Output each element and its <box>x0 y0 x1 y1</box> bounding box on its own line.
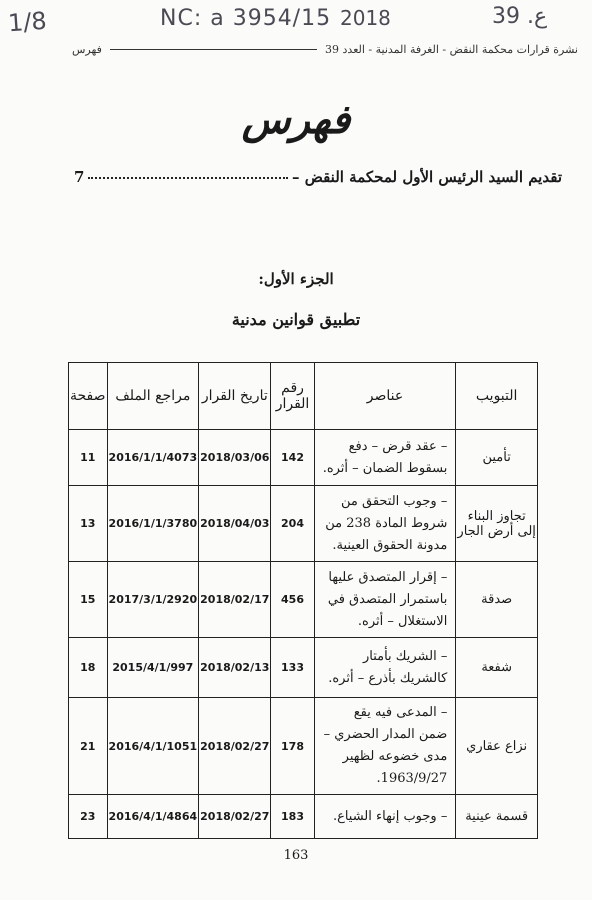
running-header-title: نشرة قرارات محكمة النقض - الغرفة المدنية - العدد 39 <box>325 42 578 56</box>
running-header <box>72 40 578 58</box>
table-row <box>69 795 538 839</box>
dot-leader <box>88 177 288 179</box>
cell-page: 11 <box>69 430 108 486</box>
part-label: الجزء الأول: <box>258 270 334 288</box>
cell-decision-date: 2018/02/27 <box>199 795 271 839</box>
intro-entry-page: 7 <box>74 168 85 186</box>
table-row <box>69 562 538 638</box>
header-elements: عناصر <box>314 363 456 430</box>
cell-category: شفعة <box>456 638 538 698</box>
intro-toc-entry <box>74 168 562 192</box>
cell-category: تأمين <box>456 430 538 486</box>
table-row <box>69 430 538 486</box>
cell-category: قسمة عينية <box>456 795 538 839</box>
handwritten-reference-code: NC: a 3954/15 <box>160 6 332 31</box>
cell-page: 23 <box>69 795 108 839</box>
cell-decision-date: 2018/02/13 <box>199 638 271 698</box>
cell-elements: – وجوب إنهاء الشياع. <box>314 795 456 839</box>
cell-decision-date: 2018/02/27 <box>199 698 271 795</box>
cell-file-ref: 2015/4/1/997 <box>107 638 199 698</box>
margin-handwritten-note: 1/8 <box>7 6 48 38</box>
cell-file-ref: 2017/3/1/2920 <box>107 562 199 638</box>
header-decision-no: رقم القرار <box>271 363 314 430</box>
cell-elements: – عقد قرض – دفع بسقوط الضمان – أثره. <box>314 430 456 486</box>
index-title: فهرس <box>241 96 351 143</box>
cell-category: صدقة <box>456 562 538 638</box>
cell-file-ref: 2016/1/1/3780 <box>107 486 199 562</box>
table-header-row <box>69 363 538 430</box>
running-header-section: فهرس <box>72 42 102 56</box>
cell-decision-date: 2018/02/17 <box>199 562 271 638</box>
cell-elements: – وجوب التحقق من شروط المادة 238 من مدونة الحقوق العينية. <box>314 486 456 562</box>
table-row <box>69 638 538 698</box>
cell-page: 15 <box>69 562 108 638</box>
cell-decision-no: 204 <box>271 486 314 562</box>
cell-decision-no: 456 <box>271 562 314 638</box>
handwritten-year: 2018 <box>340 6 391 30</box>
intro-entry-text: – تقديم السيد الرئيس الأول لمحكمة النقض <box>291 168 562 186</box>
part-subtitle: تطبيق قوانين مدنية <box>231 310 361 329</box>
cell-page: 13 <box>69 486 108 562</box>
header-page: صفحة <box>69 363 108 430</box>
cell-file-ref: 2016/4/1/4864 <box>107 795 199 839</box>
running-header-rule <box>110 48 317 50</box>
header-category: التبويب <box>456 363 538 430</box>
table-row <box>69 698 538 795</box>
page-number: 163 <box>283 848 309 863</box>
cell-decision-no: 133 <box>271 638 314 698</box>
cell-decision-no: 142 <box>271 430 314 486</box>
cell-file-ref: 2016/4/1/1051 <box>107 698 199 795</box>
index-table <box>68 362 538 839</box>
cell-decision-date: 2018/04/03 <box>199 486 271 562</box>
cell-elements: – الشريك بأمتار كالشريك بأذرع – أثره. <box>314 638 456 698</box>
cell-decision-no: 183 <box>271 795 314 839</box>
cell-decision-no: 178 <box>271 698 314 795</box>
handwritten-volume: 39 .ع <box>492 4 548 29</box>
table-row <box>69 486 538 562</box>
cell-elements: – المدعى فيه يقع ضمن المدار الحضري – مدى خضوعه لظهير 1963/9/27. <box>314 698 456 795</box>
header-decision-date: تاريخ القرار <box>199 363 271 430</box>
cell-page: 21 <box>69 698 108 795</box>
cell-category: نزاع عقاري <box>456 698 538 795</box>
cell-decision-date: 2018/03/06 <box>199 430 271 486</box>
header-file-ref: مراجع الملف <box>107 363 199 430</box>
cell-category: تجاوز البناء إلى أرض الجار <box>456 486 538 562</box>
cell-page: 18 <box>69 638 108 698</box>
cell-elements: – إقرار المتصدق عليها باستمرار المتصدق في الاستغلال – أثره. <box>314 562 456 638</box>
cell-file-ref: 2016/1/1/4073 <box>107 430 199 486</box>
